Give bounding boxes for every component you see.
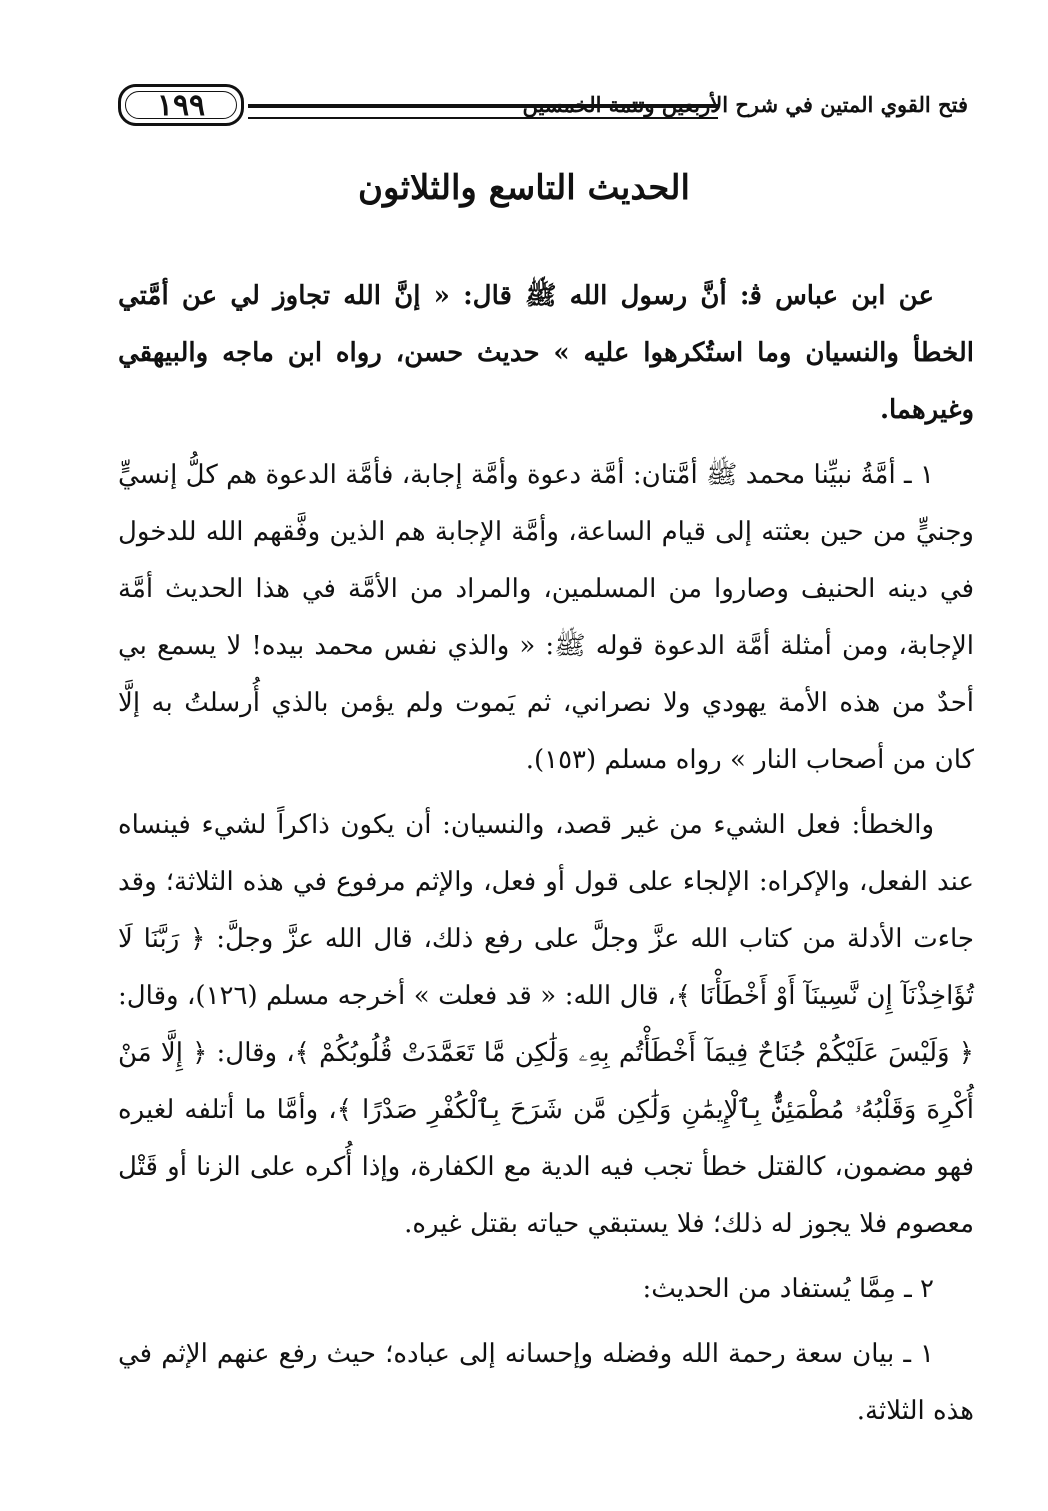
chapter-heading: الحديث التاسع والثلاثون xyxy=(358,168,690,208)
page-number-frame xyxy=(118,84,244,126)
paragraph-1: ١ ـ أمَّةُ نبيِّنا محمد ﷺ أمَّتان: أمَّة دعوة وأمَّة إجابة، فأمَّة الدعوة هم كلُّ إنسيٍّ وجنيٍّ من حين بعثته إلى قيام الساعة، وأمَّة الإجابة هم الذين وفَّقهم الله للدخول في دينه الحنيف وصاروا من المسلمين، والمراد من الأمَّة في هذا الحديث أمَّة الإجابة، ومن أمثلة أمَّة الدعوة قوله ﷺ: « والذي نفس محمد بيده! لا يسمع بي أحدٌ من هذه الأمة يهودي ولا نصراني، ثم يَموت ولم يؤمن بالذي أُرسلتُ به إلَّا كان من أصحاب النار » رواه مسلم (١٥٣). xyxy=(118,460,974,775)
benefits-heading: ٢ ـ مِمَّا يُستفاد من الحديث: xyxy=(642,1274,934,1304)
benefit-item-1: ١ ـ بيان سعة رحمة الله وفضله وإحسانه إلى عباده؛ حيث رفع عنهم الإثم في هذه الثلاثة. xyxy=(118,1339,974,1426)
header-rule xyxy=(248,104,718,119)
book-title: فتح القوي المتين في شرح الأربعين وتتمة الخمسين xyxy=(522,92,968,117)
hadith-text: عن ابن عباس ﭬ: أنَّ رسول الله ﷺ قال: « إنَّ الله تجاوز لي عن أمَّتي الخطأ والنسيان وما استُكرهوا عليه » حديث حسن، رواه ابن ماجه والبيهقي وغيرهما. xyxy=(118,281,974,425)
body-text xyxy=(118,268,974,1440)
running-header xyxy=(118,84,968,130)
page-number: ١٩٩ xyxy=(156,87,206,123)
paragraph-2: والخطأ: فعل الشيء من غير قصد، والنسيان: أن يكون ذاكراً لشيء فينساه عند الفعل، والإكراه: الإلجاء على قول أو فعل، والإثم مرفوع في هذه الثلاثة؛ وقد جاءت الأدلة من كتاب الله عزَّ وجلَّ على رفع ذلك، قال الله عزَّ وجلَّ: ﴿ رَبَّنَا لَا تُؤَاخِذْنَآ إِن نَّسِينَآ أَوْ أَخْطَأْنَا ﴾، قال الله: « قد فعلت » أخرجه مسلم (١٢٦)، وقال: ﴿ وَلَيْسَ عَلَيْكُمْ جُنَاحٌ فِيمَآ أَخْطَأْتُم بِهِۦ وَلَٰكِن مَّا تَعَمَّدَتْ قُلُوبُكُمْ ﴾، وقال: ﴿ إِلَّا مَنْ أُكْرِهَ وَقَلْبُهُۥ مُطْمَئِنٌّۢ بِٱلْإِيمَٰنِ وَلَٰكِن مَّن شَرَحَ بِٱلْكُفْرِ صَدْرًا ﴾، وأمَّا ما أتلفه لغيره فهو مضمون، كالقتل خطأ تجب فيه الدية مع الكفارة، وإذا أُكره على الزنا أو قَتْل معصوم فلا يجوز له ذلك؛ فلا يستبقي حياته بقتل غيره. xyxy=(118,810,974,1239)
